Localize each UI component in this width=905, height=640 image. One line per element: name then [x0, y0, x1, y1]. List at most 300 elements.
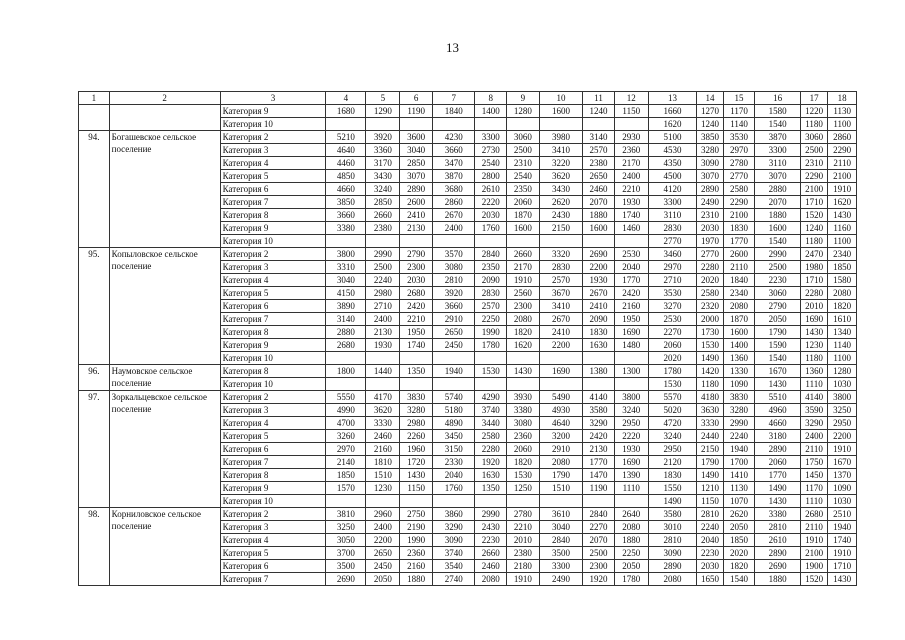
- value-cell: 4140: [583, 391, 615, 404]
- value-cell: 2420: [614, 287, 648, 300]
- category-cell: Категория 8: [220, 326, 326, 339]
- value-cell: 2030: [400, 274, 433, 287]
- value-cell: 1780: [614, 573, 648, 586]
- value-cell: 4930: [539, 404, 582, 417]
- value-cell: 1910: [828, 547, 857, 560]
- value-cell: 1450: [800, 469, 827, 482]
- value-cell: 2950: [648, 443, 697, 456]
- value-cell: 4460: [326, 157, 366, 170]
- value-cell: 2330: [433, 456, 475, 469]
- category-cell: Категория 8: [220, 469, 326, 482]
- value-cell: [614, 235, 648, 248]
- column-header: 10: [539, 92, 582, 105]
- value-cell: 2080: [828, 287, 857, 300]
- value-cell: 2090: [475, 274, 507, 287]
- value-cell: 1340: [828, 326, 857, 339]
- value-cell: 3830: [400, 391, 433, 404]
- settlement-number: [79, 105, 110, 131]
- value-cell: [475, 118, 507, 131]
- value-cell: 1490: [697, 352, 723, 365]
- category-cell: Категория 4: [220, 534, 326, 547]
- column-header: 4: [326, 92, 366, 105]
- value-cell: 3070: [400, 170, 433, 183]
- value-cell: 2500: [755, 261, 800, 274]
- value-cell: [507, 378, 540, 391]
- value-cell: 2130: [366, 326, 400, 339]
- value-cell: 3920: [366, 131, 400, 144]
- value-cell: 1100: [828, 118, 857, 131]
- value-cell: 1990: [400, 534, 433, 547]
- value-cell: 2300: [583, 560, 615, 573]
- settlement-name: Зоркальцевское сельское поселение: [109, 391, 220, 508]
- value-cell: 4120: [648, 183, 697, 196]
- value-cell: 1930: [583, 274, 615, 287]
- value-cell: 3800: [828, 391, 857, 404]
- value-cell: 2460: [583, 183, 615, 196]
- value-cell: 3090: [697, 157, 723, 170]
- value-cell: 2250: [475, 313, 507, 326]
- value-cell: 1430: [828, 573, 857, 586]
- value-cell: 1430: [755, 495, 800, 508]
- value-cell: 2400: [366, 521, 400, 534]
- column-header: 12: [614, 92, 648, 105]
- value-cell: 2690: [755, 560, 800, 573]
- value-cell: 1600: [507, 222, 540, 235]
- value-cell: 1830: [723, 222, 755, 235]
- value-cell: 2680: [326, 339, 366, 352]
- value-cell: 2210: [507, 521, 540, 534]
- value-cell: 1760: [433, 482, 475, 495]
- value-cell: [366, 235, 400, 248]
- value-cell: 1690: [800, 313, 827, 326]
- category-cell: Категория 10: [220, 118, 326, 131]
- value-cell: 1880: [400, 573, 433, 586]
- value-cell: 2970: [326, 443, 366, 456]
- value-cell: 4960: [755, 404, 800, 417]
- value-cell: 2430: [475, 521, 507, 534]
- value-cell: 2150: [539, 222, 582, 235]
- value-cell: 3060: [800, 131, 827, 144]
- value-cell: 1030: [828, 495, 857, 508]
- value-cell: 1170: [723, 105, 755, 118]
- value-cell: 3300: [755, 144, 800, 157]
- value-cell: [400, 352, 433, 365]
- value-cell: 1800: [326, 365, 366, 378]
- value-cell: 2230: [755, 274, 800, 287]
- value-cell: 1740: [828, 534, 857, 547]
- value-cell: 2180: [507, 560, 540, 573]
- value-cell: 3600: [400, 131, 433, 144]
- settlement-number: 96.: [79, 365, 110, 391]
- value-cell: 2260: [400, 430, 433, 443]
- category-cell: Категория 5: [220, 547, 326, 560]
- value-cell: 2570: [583, 144, 615, 157]
- tariff-table: [78, 91, 857, 586]
- value-cell: 4230: [433, 131, 475, 144]
- value-cell: 1790: [755, 326, 800, 339]
- value-cell: 1600: [583, 222, 615, 235]
- value-cell: 3440: [475, 417, 507, 430]
- value-cell: 4530: [648, 144, 697, 157]
- value-cell: 3500: [326, 560, 366, 573]
- value-cell: [326, 352, 366, 365]
- value-cell: 1950: [614, 313, 648, 326]
- value-cell: 1680: [326, 105, 366, 118]
- table-row: [79, 105, 857, 118]
- value-cell: 3290: [800, 417, 827, 430]
- value-cell: 3280: [697, 144, 723, 157]
- category-cell: Категория 5: [220, 287, 326, 300]
- value-cell: 3660: [326, 209, 366, 222]
- value-cell: [433, 495, 475, 508]
- value-cell: 1530: [507, 469, 540, 482]
- value-cell: 5510: [755, 391, 800, 404]
- value-cell: [614, 118, 648, 131]
- value-cell: 1980: [800, 261, 827, 274]
- value-cell: 1470: [583, 469, 615, 482]
- category-cell: Категория 9: [220, 482, 326, 495]
- value-cell: 3580: [583, 404, 615, 417]
- value-cell: 1360: [800, 365, 827, 378]
- category-cell: Категория 6: [220, 183, 326, 196]
- value-cell: 1280: [828, 365, 857, 378]
- value-cell: [539, 352, 582, 365]
- value-cell: 2440: [697, 430, 723, 443]
- value-cell: 1580: [828, 274, 857, 287]
- category-cell: Категория 3: [220, 404, 326, 417]
- value-cell: 1830: [583, 326, 615, 339]
- value-cell: [326, 235, 366, 248]
- value-cell: 1510: [539, 482, 582, 495]
- value-cell: 1430: [800, 326, 827, 339]
- value-cell: 2070: [583, 196, 615, 209]
- value-cell: 1490: [648, 495, 697, 508]
- category-cell: Категория 6: [220, 560, 326, 573]
- value-cell: 2780: [507, 508, 540, 521]
- value-cell: 3680: [433, 183, 475, 196]
- value-cell: 1400: [475, 105, 507, 118]
- value-cell: 3060: [507, 131, 540, 144]
- value-cell: 2100: [723, 209, 755, 222]
- value-cell: 2500: [800, 144, 827, 157]
- value-cell: 2100: [800, 183, 827, 196]
- value-cell: 2790: [755, 300, 800, 313]
- value-cell: 3040: [539, 521, 582, 534]
- column-header: 14: [697, 92, 723, 105]
- value-cell: 2400: [433, 222, 475, 235]
- value-cell: [433, 118, 475, 131]
- value-cell: 2610: [755, 534, 800, 547]
- value-cell: 3500: [539, 547, 582, 560]
- value-cell: 3470: [433, 157, 475, 170]
- value-cell: 1720: [400, 456, 433, 469]
- value-cell: 1100: [828, 352, 857, 365]
- column-header: 2: [109, 92, 220, 105]
- table-row: [79, 131, 857, 144]
- category-cell: Категория 3: [220, 144, 326, 157]
- value-cell: 2010: [800, 300, 827, 313]
- value-cell: 2170: [614, 157, 648, 170]
- category-cell: Категория 9: [220, 222, 326, 235]
- value-cell: 5570: [648, 391, 697, 404]
- value-cell: 1700: [723, 456, 755, 469]
- value-cell: 2080: [648, 573, 697, 586]
- value-cell: 1820: [507, 326, 540, 339]
- value-cell: 3620: [366, 404, 400, 417]
- value-cell: 1730: [697, 326, 723, 339]
- value-cell: 2560: [507, 287, 540, 300]
- value-cell: 1430: [400, 469, 433, 482]
- value-cell: 3450: [433, 430, 475, 443]
- value-cell: 2290: [800, 170, 827, 183]
- value-cell: 3070: [697, 170, 723, 183]
- value-cell: 1110: [800, 495, 827, 508]
- value-cell: [400, 378, 433, 391]
- value-cell: 1710: [800, 196, 827, 209]
- value-cell: 2060: [648, 339, 697, 352]
- value-cell: 1740: [400, 339, 433, 352]
- value-cell: 1110: [614, 482, 648, 495]
- value-cell: 3310: [326, 261, 366, 274]
- value-cell: 4500: [648, 170, 697, 183]
- column-header: 18: [828, 92, 857, 105]
- value-cell: 3300: [648, 196, 697, 209]
- category-cell: Категория 10: [220, 235, 326, 248]
- value-cell: 4660: [755, 417, 800, 430]
- value-cell: 2130: [583, 443, 615, 456]
- value-cell: 1910: [800, 534, 827, 547]
- value-cell: [326, 495, 366, 508]
- category-cell: Категория 7: [220, 196, 326, 209]
- value-cell: 1770: [614, 274, 648, 287]
- value-cell: 3200: [539, 430, 582, 443]
- value-cell: 1070: [723, 495, 755, 508]
- value-cell: 2410: [539, 326, 582, 339]
- value-cell: 2380: [366, 222, 400, 235]
- value-cell: 2200: [583, 261, 615, 274]
- value-cell: 1770: [723, 235, 755, 248]
- value-cell: 2990: [366, 248, 400, 261]
- value-cell: [583, 352, 615, 365]
- value-cell: 2270: [648, 326, 697, 339]
- value-cell: [475, 352, 507, 365]
- value-cell: 1620: [648, 118, 697, 131]
- value-cell: 2050: [755, 313, 800, 326]
- value-cell: 2230: [475, 534, 507, 547]
- value-cell: 4660: [326, 183, 366, 196]
- category-cell: Категория 3: [220, 521, 326, 534]
- category-cell: Категория 5: [220, 430, 326, 443]
- value-cell: 1600: [539, 105, 582, 118]
- value-cell: 2530: [648, 313, 697, 326]
- value-cell: 1330: [723, 365, 755, 378]
- value-cell: 2220: [614, 430, 648, 443]
- value-cell: 1690: [614, 326, 648, 339]
- value-cell: 2580: [697, 287, 723, 300]
- value-cell: 1660: [648, 105, 697, 118]
- page-number: 13: [446, 40, 459, 55]
- value-cell: 2830: [648, 222, 697, 235]
- value-cell: 2250: [614, 547, 648, 560]
- value-cell: 3380: [755, 508, 800, 521]
- value-cell: 2310: [697, 209, 723, 222]
- value-cell: 1540: [723, 573, 755, 586]
- value-cell: 2530: [614, 248, 648, 261]
- value-cell: 1190: [583, 482, 615, 495]
- value-cell: 2100: [828, 170, 857, 183]
- value-cell: 1210: [697, 482, 723, 495]
- value-cell: 3260: [326, 430, 366, 443]
- value-cell: 1280: [507, 105, 540, 118]
- value-cell: 3090: [433, 534, 475, 547]
- value-cell: 1880: [755, 573, 800, 586]
- value-cell: 2040: [697, 534, 723, 547]
- value-cell: 2660: [366, 209, 400, 222]
- value-cell: [614, 352, 648, 365]
- value-cell: 2890: [400, 183, 433, 196]
- category-cell: Категория 3: [220, 261, 326, 274]
- value-cell: 1840: [723, 274, 755, 287]
- value-cell: 2990: [475, 508, 507, 521]
- value-cell: 1530: [475, 365, 507, 378]
- value-cell: 2040: [433, 469, 475, 482]
- category-cell: Категория 4: [220, 417, 326, 430]
- value-cell: 1570: [326, 482, 366, 495]
- table-row: [79, 391, 857, 404]
- value-cell: 1130: [828, 105, 857, 118]
- value-cell: 4640: [539, 417, 582, 430]
- value-cell: 2970: [648, 261, 697, 274]
- value-cell: 1940: [828, 521, 857, 534]
- category-cell: Категория 6: [220, 443, 326, 456]
- value-cell: 3110: [755, 157, 800, 170]
- value-cell: [475, 378, 507, 391]
- table-row: [79, 248, 857, 261]
- value-cell: 3080: [507, 417, 540, 430]
- value-cell: 2680: [800, 508, 827, 521]
- value-cell: 3870: [433, 170, 475, 183]
- value-cell: 2080: [539, 456, 582, 469]
- value-cell: 2690: [326, 573, 366, 586]
- value-cell: 2100: [800, 547, 827, 560]
- value-cell: 1140: [723, 118, 755, 131]
- value-cell: 1150: [697, 495, 723, 508]
- value-cell: 2830: [475, 287, 507, 300]
- value-cell: 2080: [507, 313, 540, 326]
- value-cell: 1350: [400, 365, 433, 378]
- value-cell: 1090: [723, 378, 755, 391]
- value-cell: 1460: [614, 222, 648, 235]
- value-cell: [614, 378, 648, 391]
- value-cell: 1930: [614, 443, 648, 456]
- value-cell: 1600: [755, 222, 800, 235]
- value-cell: 1160: [828, 222, 857, 235]
- value-cell: 1770: [583, 456, 615, 469]
- value-cell: 1430: [755, 378, 800, 391]
- value-cell: 2400: [366, 313, 400, 326]
- column-header: 6: [400, 92, 433, 105]
- value-cell: 2500: [366, 261, 400, 274]
- value-cell: 1110: [800, 378, 827, 391]
- value-cell: 2010: [507, 534, 540, 547]
- value-cell: 2910: [433, 313, 475, 326]
- value-cell: 3430: [366, 170, 400, 183]
- value-cell: [366, 495, 400, 508]
- value-cell: 2510: [828, 508, 857, 521]
- value-cell: 1400: [723, 339, 755, 352]
- value-cell: 2410: [583, 300, 615, 313]
- value-cell: 2320: [697, 300, 723, 313]
- value-cell: 2970: [723, 144, 755, 157]
- value-cell: 1780: [475, 339, 507, 352]
- value-cell: 3250: [828, 404, 857, 417]
- value-cell: 2050: [366, 573, 400, 586]
- value-cell: 2110: [828, 157, 857, 170]
- value-cell: 1620: [828, 196, 857, 209]
- value-cell: 2620: [723, 508, 755, 521]
- value-cell: [366, 378, 400, 391]
- value-cell: [539, 495, 582, 508]
- value-cell: 1540: [755, 352, 800, 365]
- value-cell: 1810: [366, 456, 400, 469]
- value-cell: 1370: [828, 469, 857, 482]
- value-cell: 3050: [326, 534, 366, 547]
- value-cell: 4720: [648, 417, 697, 430]
- value-cell: 2240: [366, 274, 400, 287]
- value-cell: 2950: [614, 417, 648, 430]
- value-cell: 1760: [475, 222, 507, 235]
- value-cell: 2960: [366, 508, 400, 521]
- settlement-name: Корниловское сельское поселение: [109, 508, 220, 586]
- value-cell: 2650: [366, 547, 400, 560]
- value-cell: [433, 352, 475, 365]
- value-cell: 2110: [723, 261, 755, 274]
- value-cell: 2110: [800, 443, 827, 456]
- value-cell: 1910: [828, 183, 857, 196]
- value-cell: 4170: [366, 391, 400, 404]
- value-cell: 2340: [723, 287, 755, 300]
- value-cell: 1490: [697, 469, 723, 482]
- value-cell: [400, 495, 433, 508]
- value-cell: 3660: [433, 300, 475, 313]
- table-body: [79, 105, 857, 586]
- column-header: 5: [366, 92, 400, 105]
- value-cell: 1520: [800, 573, 827, 586]
- value-cell: 1180: [800, 118, 827, 131]
- value-cell: 3460: [648, 248, 697, 261]
- value-cell: 1610: [828, 313, 857, 326]
- value-cell: 2890: [755, 443, 800, 456]
- value-cell: 3150: [433, 443, 475, 456]
- value-cell: 2280: [475, 443, 507, 456]
- value-cell: [400, 118, 433, 131]
- value-cell: 5550: [326, 391, 366, 404]
- category-cell: Категория 6: [220, 300, 326, 313]
- value-cell: 2340: [828, 248, 857, 261]
- value-cell: 2850: [400, 157, 433, 170]
- value-cell: 1630: [583, 339, 615, 352]
- value-cell: 1150: [400, 482, 433, 495]
- value-cell: 1150: [614, 105, 648, 118]
- value-cell: 1350: [475, 482, 507, 495]
- value-cell: 3290: [583, 417, 615, 430]
- value-cell: 3660: [433, 144, 475, 157]
- value-cell: 1480: [614, 339, 648, 352]
- value-cell: 1540: [755, 235, 800, 248]
- value-cell: 1770: [755, 469, 800, 482]
- category-cell: Категория 4: [220, 274, 326, 287]
- value-cell: 2200: [539, 339, 582, 352]
